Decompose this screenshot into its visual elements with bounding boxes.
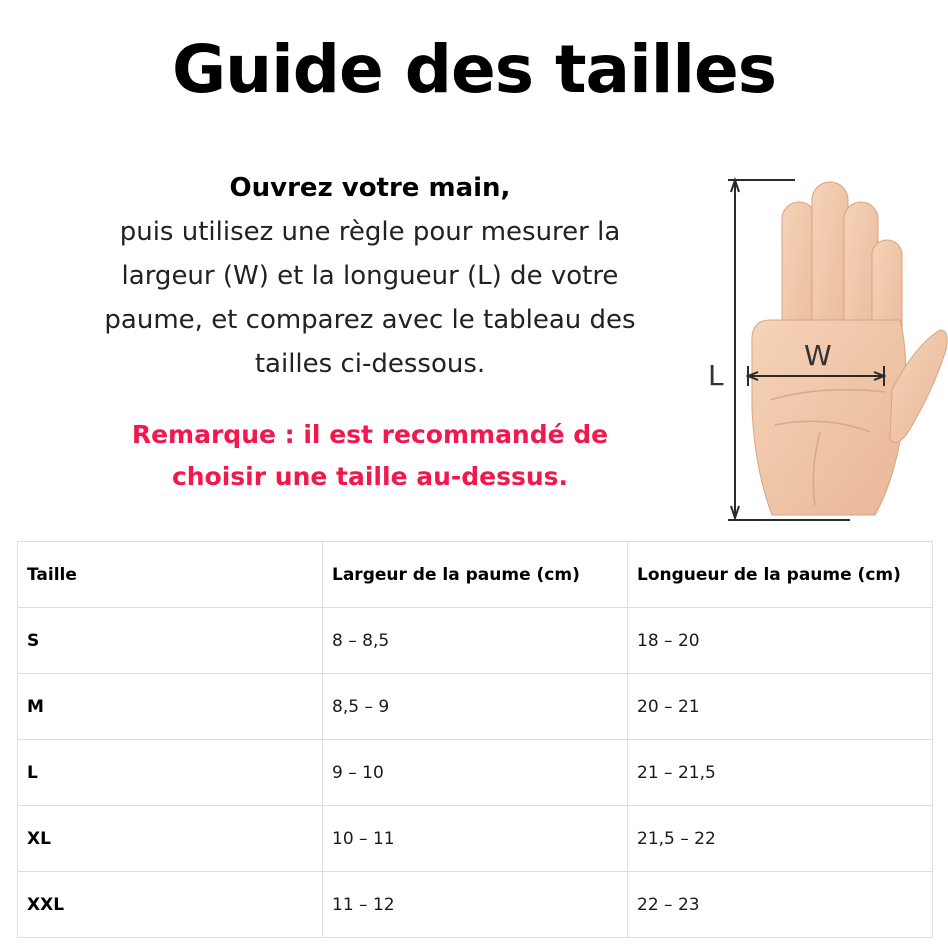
instructions-line: tailles ci-dessous. (254, 349, 486, 379)
length-cell: 21,5 – 22 (628, 806, 933, 872)
length-cell: 22 – 23 (628, 872, 933, 938)
size-chart-table (17, 541, 933, 938)
size-cell: XL (18, 806, 323, 872)
table-header-row (18, 542, 933, 608)
table-row (18, 806, 933, 872)
table-row (18, 674, 933, 740)
instructions-lead: Ouvrez votre main, (229, 173, 511, 203)
size-cell: M (18, 674, 323, 740)
instructions-line: largeur (W) et la longueur (L) de votre (121, 261, 619, 291)
width-cell: 9 – 10 (323, 740, 628, 806)
note-line: choisir une taille au-dessus. (171, 462, 569, 491)
instructions-text (30, 166, 710, 386)
instructions-line: puis utilisez une règle pour mesurer la (119, 217, 621, 247)
table-row (18, 872, 933, 938)
width-cell: 8,5 – 9 (323, 674, 628, 740)
note-line: Remarque : il est recommandé de (131, 420, 609, 449)
size-cell: S (18, 608, 323, 674)
column-header-palm-length: Longueur de la paume (cm) (628, 542, 933, 608)
table-row (18, 608, 933, 674)
width-cell: 8 – 8,5 (323, 608, 628, 674)
length-cell: 18 – 20 (628, 608, 933, 674)
length-cell: 21 – 21,5 (628, 740, 933, 806)
palm-shape (752, 182, 947, 515)
page-title: Guide des tailles (171, 31, 777, 108)
size-cell: XXL (18, 872, 323, 938)
instructions-line: paume, et comparez avec le tableau des (104, 305, 636, 335)
length-label: L (708, 359, 724, 392)
column-header-palm-width: Largeur de la paume (cm) (323, 542, 628, 608)
width-label: W (804, 339, 832, 372)
table-row (18, 740, 933, 806)
width-cell: 11 – 12 (323, 872, 628, 938)
size-cell: L (18, 740, 323, 806)
column-header-size: Taille (18, 542, 323, 608)
width-cell: 10 – 11 (323, 806, 628, 872)
hand-measurement-illustration (700, 170, 948, 530)
length-cell: 20 – 21 (628, 674, 933, 740)
recommendation-note (60, 414, 680, 498)
